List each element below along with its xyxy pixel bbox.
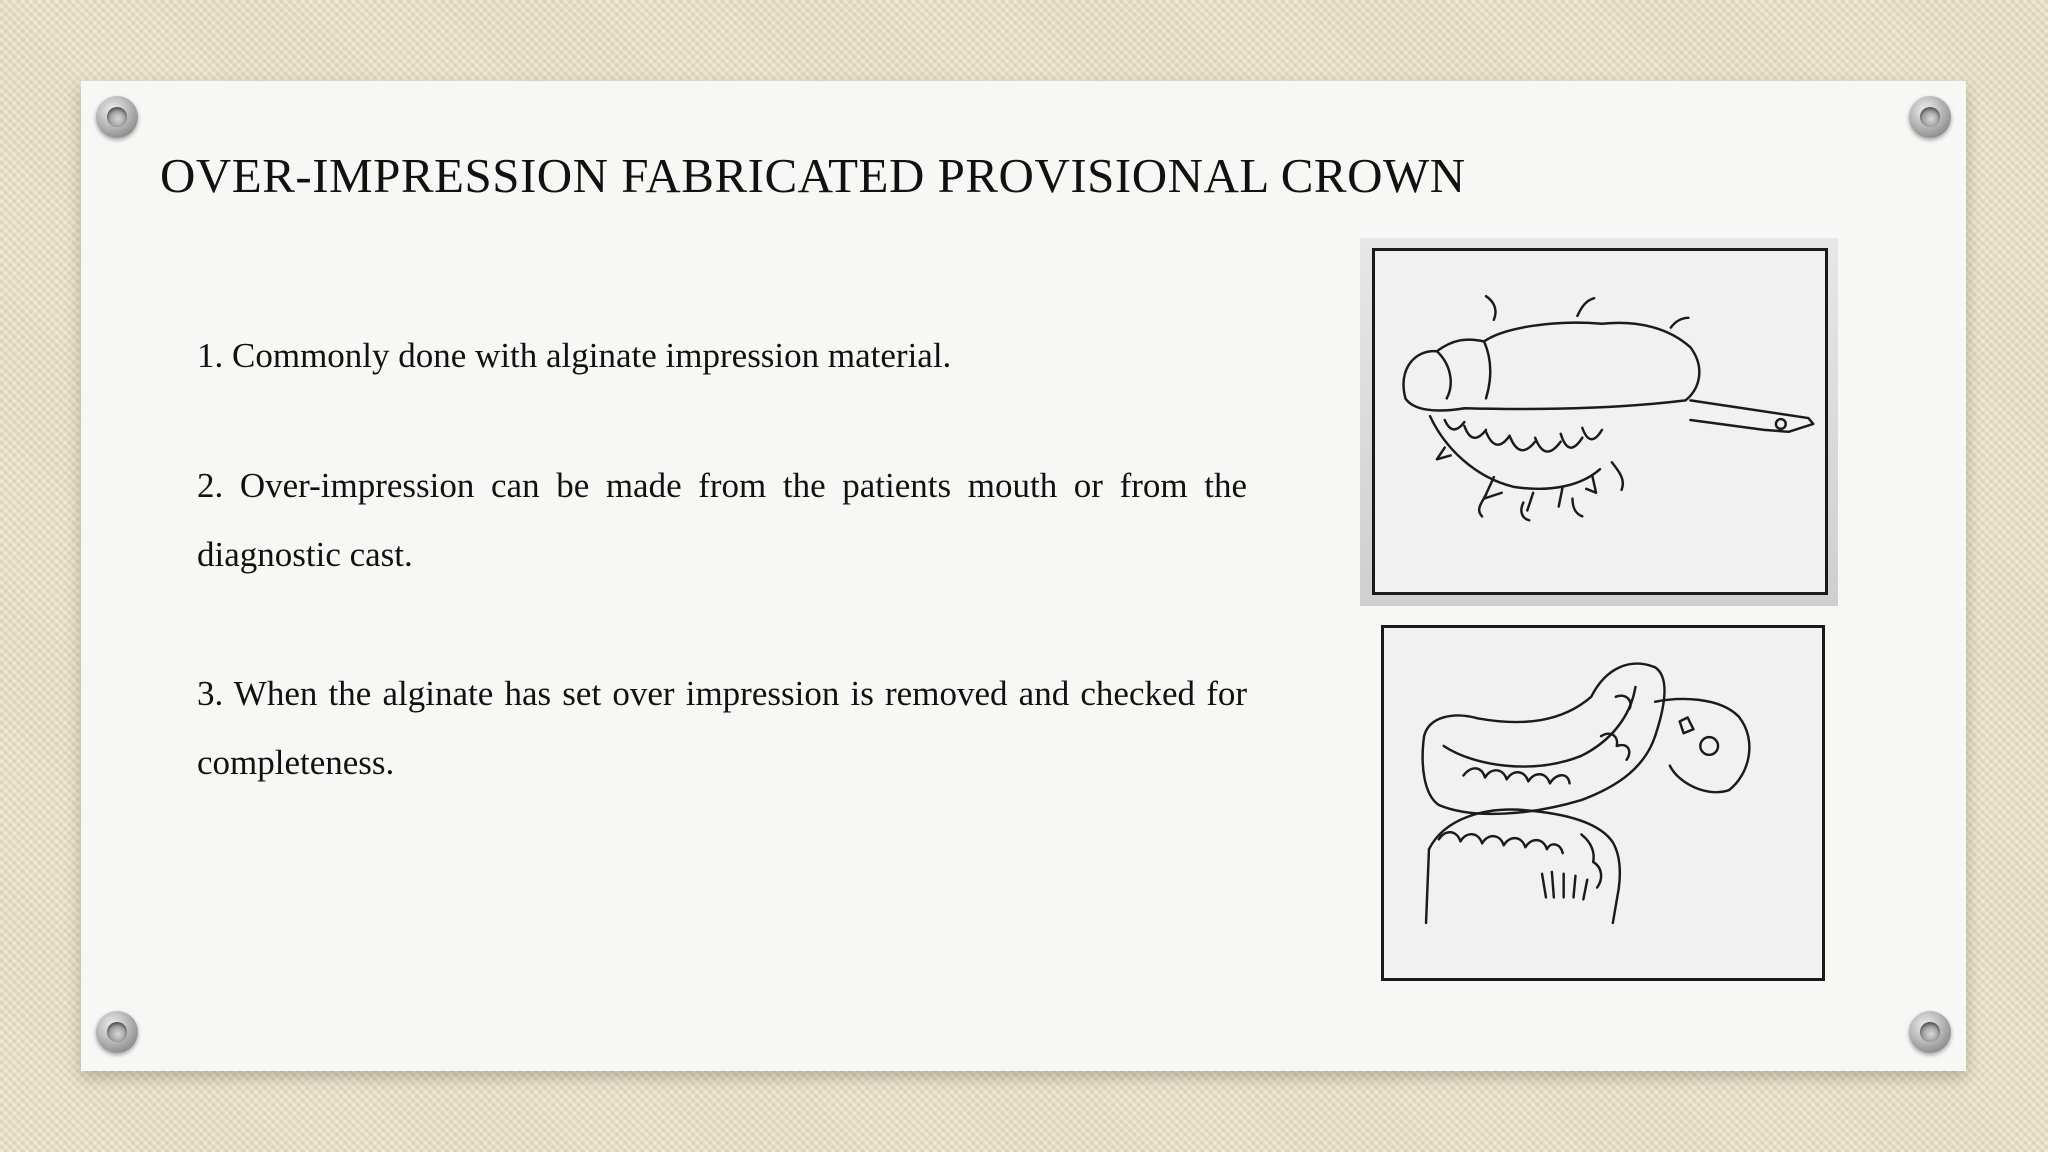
bullet-point-1: 1. Commonly done with alginate impression material.	[197, 336, 952, 375]
rivet-icon	[96, 96, 138, 138]
slide-title: OVER-IMPRESSION FABRICATED PROVISIONAL CROWN	[160, 148, 1466, 203]
rivet-icon	[1909, 1011, 1951, 1053]
impression-tray-seated-illustration	[1372, 248, 1828, 595]
rivet-icon	[1909, 96, 1951, 138]
slide-card	[81, 81, 1966, 1071]
rivet-icon	[96, 1011, 138, 1053]
impression-removed-illustration	[1381, 625, 1825, 981]
bullet-list	[197, 321, 1247, 867]
bullet-point-3: 3. When the alginate has set over impression is removed and checked for completeness.	[197, 674, 1247, 782]
bullet-point-2: 2. Over-impression can be made from the patients mouth or from the diagnostic cast.	[197, 466, 1247, 574]
